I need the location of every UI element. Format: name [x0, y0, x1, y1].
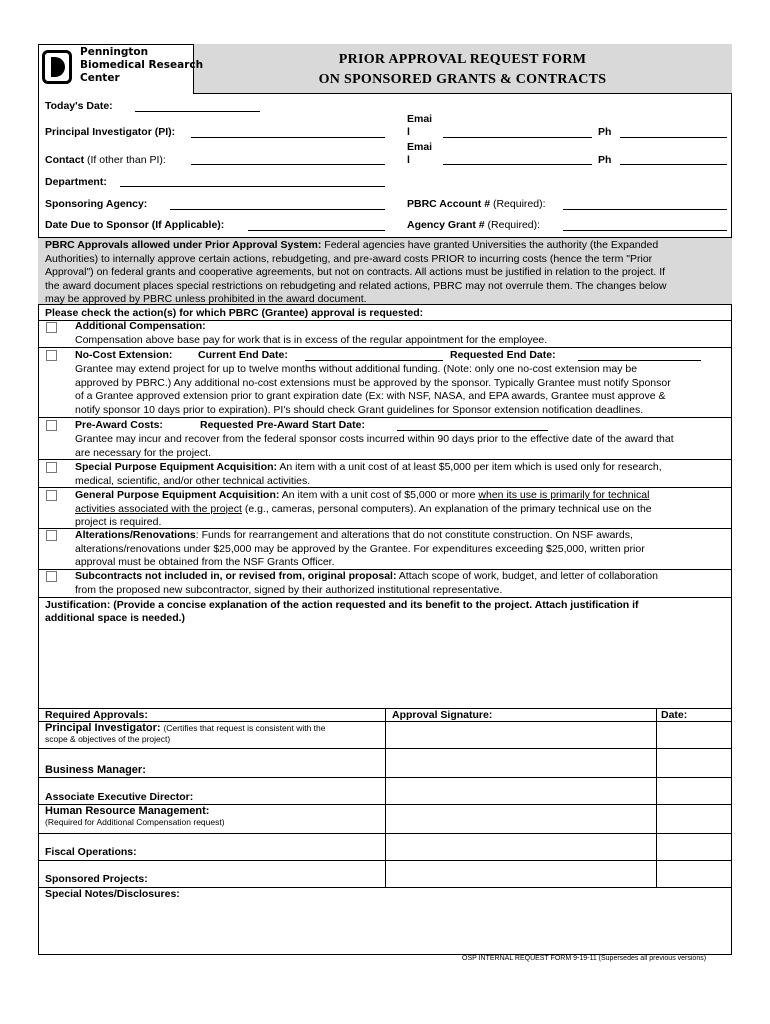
business-manager-label: Business Manager:: [45, 764, 146, 776]
contact-label: Contact (If other than PI):: [45, 154, 166, 166]
pbrc-logo-icon: [42, 50, 72, 84]
phone-field-1[interactable]: [620, 137, 727, 138]
requested-end-date-field[interactable]: [578, 360, 701, 361]
contact-field[interactable]: [191, 164, 385, 165]
date-header: Date:: [661, 709, 688, 721]
approvals-intro-text: PBRC Approvals allowed under Prior Approval System: Federal agencies have granted Universities the authority (the Expanded Authorities) to internally approve certain actions, rebudgeting, and pre-award costs PRIOR to incurring costs (hence the term "Prior Approval") on federal grants and cooperative agreements, but not on contracts. All actions must be justified in relation to the project. If the award document places special restrictions on rebudgeting and related actions, PBRC may not overrule them. The changes below may be approved by PBRC unless prohibited in the award document.: [45, 239, 667, 305]
date-due-field[interactable]: [248, 230, 385, 231]
pre-award-start-label: Requested Pre-Award Start Date:: [200, 419, 365, 431]
table-col-divider: [656, 708, 657, 888]
alterations-item: Alterations/Renovations: Funds for rearrangement and alterations that do not constitute construction. On NSF awards, alterations/renovations under $25,000 may be approved by the Grantee. For expenditures exceeding $25,000, written prior approval must be obtained from the NSF Grants Officer.: [75, 529, 645, 568]
hr-approval-row: Human Resource Management: (Required for Additional Compensation request): [45, 805, 225, 827]
phone-label-2: Ph: [598, 154, 612, 166]
pi-label: Principal Investigator (PI):: [45, 126, 176, 138]
pbrc-account-label: PBRC Account # (Required):: [407, 198, 546, 210]
pre-award-description: Grantee may incur and recover from the federal sponsor costs incurred within 90 days prior to the effective date of the award that are necessary for the project.: [75, 433, 674, 459]
divider: [38, 417, 732, 418]
department-field[interactable]: [120, 186, 385, 187]
special-notes-field[interactable]: [42, 902, 728, 950]
special-equipment-item: Special Purpose Equipment Acquisition: An item with a unit cost of at least $5,000 per item which is used only for research, medical, scientific, and/or other technical activities.: [75, 461, 662, 487]
table-row-divider: [38, 860, 732, 861]
approval-signature-header: Approval Signature:: [392, 709, 493, 721]
pre-award-checkbox[interactable]: [46, 420, 57, 431]
assoc-exec-signature-field[interactable]: [387, 779, 655, 803]
current-end-date-label: Current End Date:: [198, 349, 288, 361]
requested-end-date-label: Requested End Date:: [450, 349, 556, 361]
email-field-2[interactable]: [443, 164, 592, 165]
email-label-2b: l: [407, 154, 410, 166]
alterations-checkbox[interactable]: [46, 530, 57, 541]
additional-comp-checkbox[interactable]: [46, 322, 57, 333]
agency-grant-field[interactable]: [563, 230, 727, 231]
required-approvals-header: Required Approvals:: [45, 709, 148, 721]
subcontracts-checkbox[interactable]: [46, 571, 57, 582]
phone-field-2[interactable]: [620, 164, 727, 165]
todays-date-field[interactable]: [135, 111, 260, 112]
email-label-1b: l: [407, 126, 410, 138]
agency-grant-label: Agency Grant # (Required):: [407, 219, 541, 231]
fiscal-operations-label: Fiscal Operations:: [45, 846, 137, 858]
no-cost-title: No-Cost Extension:: [75, 349, 173, 361]
current-end-date-field[interactable]: [305, 360, 443, 361]
assoc-exec-label: Associate Executive Director:: [45, 791, 194, 803]
form-footer: OSP INTERNAL REQUEST FORM 9-19-11 (Supersedes all previous versions): [462, 955, 707, 962]
date-due-label: Date Due to Sponsor (If Applicable):: [45, 219, 225, 231]
no-cost-description: Grantee may extend project for up to twelve months without additional funding. (Note: only one no-cost extension may be approved by PBRC.) Any additional no-cost extensions must be approved by the sponsor. Typically Grantee must notify Sponsor of a Grantee approved extension prior to grant expiration date (Ex: with NSF, NASA, and EPA awards, Grantee must approve & notify sponsor 10 days prior to expiration). PI's should check Grant guidelines for Sponsor extension notification deadlines.: [75, 363, 671, 416]
divider: [38, 597, 732, 598]
email-label-1a: Emai: [407, 113, 433, 125]
divider: [38, 487, 732, 488]
check-heading: Please check the action(s) for which PBRC (Grantee) approval is requested:: [45, 307, 424, 319]
form-title: PRIOR APPROVAL REQUEST FORM: [338, 52, 587, 67]
additional-comp-item: Additional Compensation: Compensation above base pay for work that is in excess of the regular appointment for the employee.: [75, 320, 548, 346]
sponsored-signature-field[interactable]: [387, 862, 655, 886]
email-field-1[interactable]: [443, 137, 592, 138]
general-equipment-item: General Purpose Equipment Acquisition: An item with a unit cost of $5,000 or more when its use is primarily for technical activities associated with the project (e.g., cameras, personal computers). An explanation of the primary technical use on the project is required.: [75, 489, 652, 528]
phone-label-1: Ph: [598, 126, 612, 138]
logo-text: Pennington Biomedical Research Center: [80, 46, 204, 84]
sponsoring-agency-field[interactable]: [170, 209, 385, 210]
table-row-divider: [38, 748, 732, 749]
business-manager-signature-field[interactable]: [387, 750, 655, 776]
justification-field[interactable]: [42, 628, 728, 706]
form-subtitle: ON SPONSORED GRANTS & CONTRACTS: [318, 72, 607, 87]
table-row-divider: [38, 833, 732, 834]
special-equipment-checkbox[interactable]: [46, 462, 57, 473]
no-cost-extension-checkbox[interactable]: [46, 350, 57, 361]
fiscal-signature-field[interactable]: [387, 835, 655, 859]
pre-award-start-field[interactable]: [397, 430, 548, 431]
special-notes-label: Special Notes/Disclosures:: [45, 888, 180, 900]
pi-date-field[interactable]: [658, 722, 730, 748]
hr-signature-field[interactable]: [387, 806, 655, 832]
pi-approval-row: Principal Investigator: (Certifies that request is consistent with the scope & objectives of the project): [45, 722, 326, 744]
pre-award-title: Pre-Award Costs:: [75, 419, 163, 431]
email-label-2a: Emai: [407, 141, 433, 153]
justification-label: Justification: (Provide a concise explanation of the action requested and its benefit to the project. Attach justification if additional space is needed.): [45, 599, 639, 624]
pi-field[interactable]: [191, 137, 385, 138]
department-label: Department:: [45, 176, 107, 188]
sponsoring-agency-label: Sponsoring Agency:: [45, 198, 148, 210]
todays-date-label: Today's Date:: [45, 100, 113, 112]
pbrc-account-field[interactable]: [563, 209, 727, 210]
divider: [38, 459, 732, 460]
pi-signature-field[interactable]: [387, 722, 655, 748]
table-row-divider: [38, 777, 732, 778]
general-equipment-checkbox[interactable]: [46, 490, 57, 501]
table-col-divider: [385, 708, 386, 888]
divider: [38, 347, 732, 348]
sponsored-projects-label: Sponsored Projects:: [45, 873, 148, 885]
subcontracts-item: Subcontracts not included in, or revised from, original proposal: Attach scope of work, budget, and letter of collaboration from the proposed new subcontractor, signed by their authorized institutional representative.: [75, 570, 658, 596]
